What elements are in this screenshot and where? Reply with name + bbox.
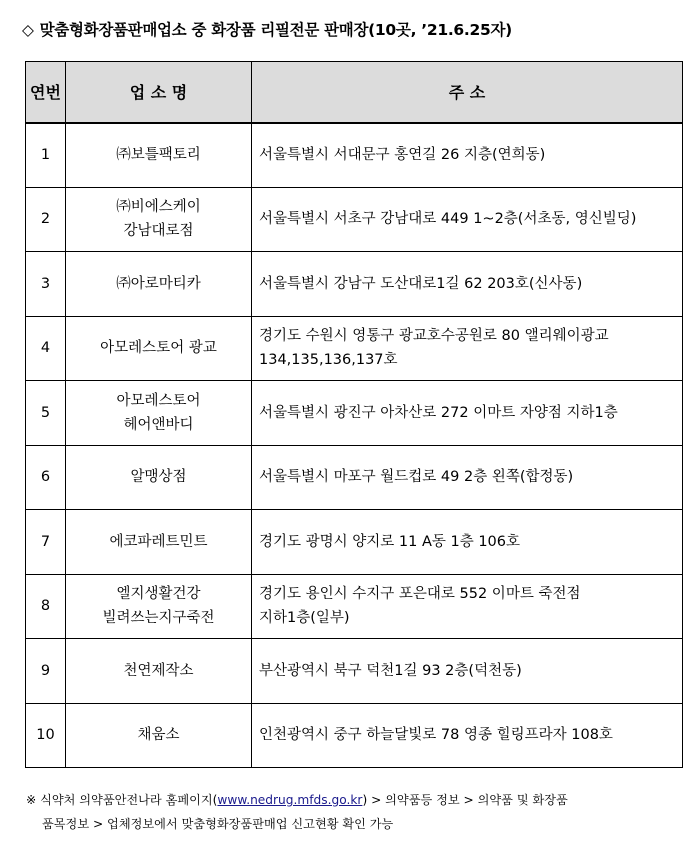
footnote-prefix: ※ 식약처 의약품안전나라 홈페이지( [26,793,218,807]
table-row [26,381,683,446]
address-line: 서울특별시 광진구 아차산로 272 이마트 자양점 지하1층 [259,404,618,421]
table-row [26,445,683,510]
store-name-line: 천연제작소 [123,662,194,679]
row-number: 4 [26,316,66,381]
address-cell [252,703,683,768]
store-name-line: ㈜비에스케이 [116,199,201,216]
table-row [26,510,683,575]
table-row [26,187,683,252]
store-name-line: 강남대로점 [123,223,194,240]
store-name-line: ㈜아로마티카 [116,275,201,292]
store-name-cell [66,316,252,381]
store-name-line: 아모레스토어 광교 [100,340,217,357]
row-number: 9 [26,639,66,704]
header-number: 연번 [26,62,66,123]
store-name-cell [66,187,252,252]
store-name-cell [66,639,252,704]
store-name-cell [66,510,252,575]
footnote-suffix: ) > 의약품등 정보 > 의약품 및 화장품 [362,793,568,807]
row-number: 3 [26,252,66,317]
table-row [26,316,683,381]
store-name-line: 에코파레트민트 [109,533,208,550]
store-name-line: 알맹상점 [130,469,187,486]
header-address: 주 소 [252,62,683,123]
address-line: 부산광역시 북구 덕천1길 93 2층(덕천동) [259,662,522,679]
title-text: 맞춤형화장품판매업소 중 화장품 리필전문 판매장(10곳, ’21.6.25자) [39,21,512,39]
address-line: 지하1층(일부) [259,610,350,627]
address-line: 134,135,136,137호 [259,352,398,369]
footnote-line-2: 품목정보 > 업체정보에서 맞춤형화장품판매업 신고현황 확인 가능 [42,817,394,831]
row-number: 6 [26,445,66,510]
row-number: 2 [26,187,66,252]
footnote [26,788,568,836]
nedrug-link[interactable]: www.nedrug.mfds.go.kr [217,793,363,807]
table-row [26,574,683,639]
header-store-name: 업 소 명 [66,62,252,123]
address-cell [252,574,683,639]
table-row [26,123,683,188]
address-line: 서울특별시 강남구 도산대로1길 62 203호(신사동) [259,275,583,292]
row-number: 5 [26,381,66,446]
address-line: 서울특별시 서대문구 홍연길 26 지층(연희동) [259,147,546,163]
table-header-row [26,62,683,123]
address-cell [252,639,683,704]
store-name-cell [66,574,252,639]
store-name-cell [66,381,252,446]
store-name-cell [66,252,252,317]
address-cell [252,123,683,188]
address-line: 경기도 수원시 영통구 광교호수공원로 80 앨리웨이광교 [259,328,609,345]
address-line: 인천광역시 중구 하늘달빛로 78 영종 힐링프라자 108호 [259,727,613,744]
footnote-line-1 [26,788,568,812]
store-name-cell [66,703,252,768]
store-name-cell [66,445,252,510]
store-name-line: 엘지생활건강 [116,586,201,603]
address-line: 서울특별시 마포구 월드컵로 49 2층 왼쪽(합정동) [259,469,574,486]
row-number: 10 [26,703,66,768]
row-number: 1 [26,123,66,188]
page-title [22,18,512,40]
address-cell [252,187,683,252]
table-row [26,252,683,317]
store-name-line: 채움소 [137,727,180,744]
address-cell [252,510,683,575]
row-number: 7 [26,510,66,575]
store-name-line: 헤어앤바디 [123,416,194,433]
address-line: 경기도 광명시 양지로 11 A동 1층 106호 [259,533,521,550]
address-cell [252,252,683,317]
address-line: 경기도 용인시 수지구 포은대로 552 이마트 죽전점 [259,586,581,603]
address-cell [252,445,683,510]
table-row [26,639,683,704]
store-table [25,61,683,768]
store-name-line: 빌려쓰는지구죽전 [102,610,215,627]
diamond-icon: ◇ [22,21,34,39]
address-line: 서울특별시 서초구 강남대로 449 1~2층(서초동, 영신빌딩) [259,211,637,228]
store-name-cell [66,123,252,188]
store-name-line: ㈜보틀팩토리 [116,147,201,163]
address-cell [252,316,683,381]
row-number: 8 [26,574,66,639]
table-row [26,703,683,768]
address-cell [252,381,683,446]
store-name-line: 아모레스토어 [116,392,201,409]
